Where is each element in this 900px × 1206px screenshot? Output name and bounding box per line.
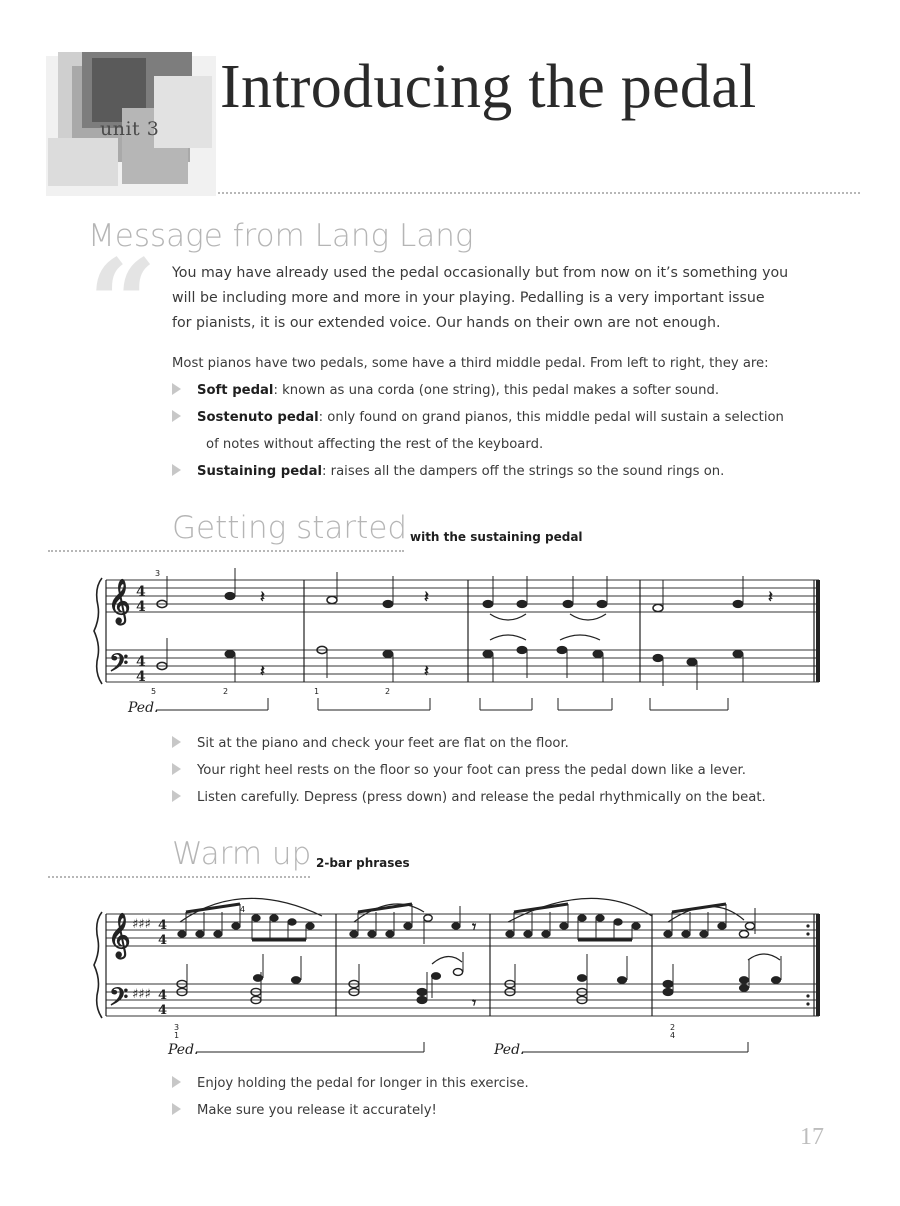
tip-item	[172, 736, 569, 751]
fingering: 1	[314, 687, 320, 696]
barlines	[106, 580, 814, 682]
quote-mark-icon: “	[88, 233, 158, 374]
page-title: Introducing the pedal	[220, 53, 757, 121]
fingering: 4	[670, 1031, 676, 1040]
getting-started-subheading: with the sustaining pedal	[410, 530, 583, 544]
brace-icon	[94, 578, 102, 684]
treble-clef-icon: 𝄞	[108, 912, 131, 957]
pedal-lines	[156, 698, 728, 710]
page-number: 17	[800, 1124, 824, 1150]
fingering: 4	[240, 905, 246, 914]
bullet-arrow-icon	[172, 410, 181, 422]
tip-text: Your right heel rests on the floor so your foot can press the pedal down like a lever.	[197, 763, 746, 778]
tip-item	[172, 1103, 437, 1118]
fingering: 5	[151, 687, 157, 696]
tip-text: Listen carefully. Depress (press down) and release the pedal rhythmically on the beat.	[197, 790, 766, 805]
message-paragraph	[172, 261, 832, 335]
brace-icon	[94, 912, 102, 1018]
fingering: 2	[385, 687, 391, 696]
section-divider	[48, 876, 310, 878]
treble-clef-icon: 𝄞	[108, 578, 131, 623]
tip-item	[172, 1076, 529, 1091]
bass-notes	[177, 952, 781, 1004]
slur	[570, 614, 606, 620]
pedal-mark: Ped.	[494, 1042, 525, 1058]
pedal-mark: Ped.	[168, 1042, 199, 1058]
slur	[560, 635, 600, 640]
time-sig: 4	[158, 933, 168, 948]
pedals-intro: Most pianos have two pedals, some have a third middle pedal. From left to right, they are:	[172, 356, 769, 371]
bullet-arrow-icon	[172, 1076, 181, 1088]
fingering: 1	[174, 1031, 180, 1040]
svg-text:𝄽: 𝄽	[260, 661, 265, 680]
section-divider	[48, 550, 404, 552]
getting-started-heading: Getting started	[172, 510, 408, 546]
tip-item	[172, 763, 746, 778]
time-sig: 4	[158, 988, 168, 1003]
tie	[432, 956, 462, 964]
slur	[490, 614, 526, 620]
fingering: 3	[155, 569, 161, 578]
pedal-item	[172, 383, 719, 398]
bullet-arrow-icon	[172, 464, 181, 476]
time-sig-bottom: 4	[136, 599, 146, 615]
pedal-desc: : raises all the dampers off the strings so the sound rings on.	[322, 464, 725, 479]
warm-up-heading: Warm up	[172, 836, 312, 872]
message-heading: Message from Lang Lang	[88, 218, 474, 254]
svg-text:𝄽: 𝄽	[424, 587, 429, 606]
message-line: for pianists, it is our extended voice. Our hands on their own are not enough.	[172, 314, 721, 331]
bullet-arrow-icon	[172, 790, 181, 802]
pedal-item	[172, 464, 724, 479]
slur	[490, 635, 526, 640]
bullet-arrow-icon	[172, 383, 181, 395]
bass-clef-icon: 𝄢	[109, 649, 129, 684]
svg-text:𝄽: 𝄽	[260, 587, 265, 606]
treble-staff-lines	[106, 580, 819, 612]
treble-staff-lines	[106, 914, 819, 946]
tip-text: Make sure you release it accurately!	[197, 1103, 437, 1118]
tip-text: Enjoy holding the pedal for longer in this exercise.	[197, 1076, 529, 1091]
unit-label: unit 3	[100, 118, 160, 140]
bass-staff-lines	[106, 650, 819, 682]
pedal-name: Sustaining pedal	[197, 464, 323, 479]
bullet-arrow-icon	[172, 1103, 181, 1115]
pedal-lines	[196, 1042, 748, 1052]
key-sig-sharps: ♯♯♯	[132, 917, 151, 932]
final-barline	[816, 914, 820, 1016]
bass-clef-icon: 𝄢	[109, 983, 129, 1018]
fingering: 2	[223, 687, 229, 696]
svg-text:𝄽: 𝄽	[424, 661, 429, 680]
pedal-name: Sostenuto pedal	[197, 410, 319, 425]
pedal-desc: : only found on grand pianos, this middle pedal will sustain a selection	[318, 410, 784, 425]
message-line: will be including more and more in your playing. Pedalling is a very important issue	[172, 289, 765, 306]
time-sig-bottom: 4	[136, 669, 146, 685]
phrase-slur	[180, 898, 322, 922]
fingering: 3	[174, 1023, 180, 1032]
bullet-arrow-icon	[172, 763, 181, 775]
message-line: You may have already used the pedal occasionally but from now on it’s something you	[172, 265, 789, 281]
bullet-arrow-icon	[172, 736, 181, 748]
pedal-name: Soft pedal	[197, 383, 274, 398]
svg-text:𝄽: 𝄽	[768, 587, 773, 606]
score-warm-up	[92, 898, 832, 1058]
pedal-mark: Ped.	[128, 700, 159, 716]
tie	[748, 954, 780, 960]
title-divider	[218, 192, 860, 194]
time-sig-top: 4	[136, 584, 146, 600]
key-sig-sharps: ♯♯♯	[132, 987, 151, 1002]
time-sig: 4	[158, 1003, 168, 1018]
treble-notes	[157, 568, 743, 612]
score-getting-started	[92, 568, 832, 718]
tip-item	[172, 790, 766, 805]
time-sig-top: 4	[136, 654, 146, 670]
bass-staff-lines	[106, 984, 819, 1016]
pedal-desc-continued: of notes without affecting the rest of the keyboard.	[206, 437, 544, 452]
time-sig: 4	[158, 918, 168, 933]
final-barline	[816, 580, 820, 682]
eighth-rest: 𝄾	[472, 917, 477, 936]
pedal-item	[172, 410, 784, 425]
eighth-rest: 𝄾	[472, 993, 477, 1012]
fingering: 2	[670, 1023, 676, 1032]
tip-text: Sit at the piano and check your feet are flat on the floor.	[197, 736, 569, 751]
pedal-desc: : known as una corda (one string), this pedal makes a softer sound.	[273, 383, 720, 398]
warm-up-subheading: 2-bar phrases	[316, 856, 410, 870]
